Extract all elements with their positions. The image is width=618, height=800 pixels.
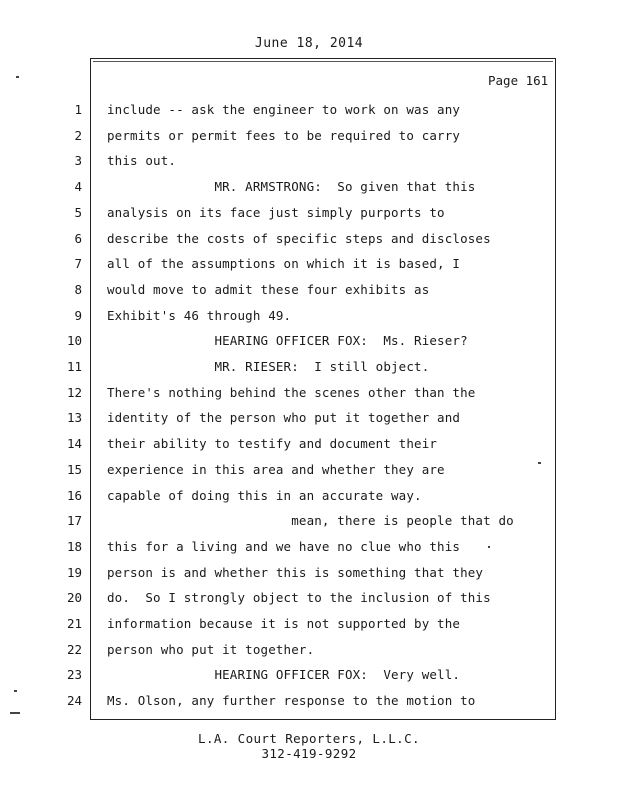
line-number: 8 (74, 282, 82, 297)
transcript-line: There's nothing behind the scenes other than the (107, 385, 476, 400)
transcript-line: this for a living and we have no clue who this (107, 539, 461, 554)
transcript-line: person is and whether this is something that they (107, 565, 484, 580)
transcript-line: identity of the person who put it together and (107, 410, 461, 425)
transcript-line: would move to admit these four exhibits as (107, 282, 430, 297)
transcript-line: HEARING OFFICER FOX: Ms. Rieser? (107, 333, 468, 348)
line-number: 6 (74, 231, 82, 246)
line-number: 1 (74, 102, 82, 117)
line-number: 14 (66, 436, 82, 451)
scan-speck (10, 712, 20, 714)
transcript-line: MR. RIESER: I still object. (107, 359, 430, 374)
line-number: 21 (66, 616, 82, 631)
transcript-line: this out. (107, 153, 177, 168)
line-number: 15 (66, 462, 82, 477)
transcript-line: HEARING OFFICER FOX: Very well. (107, 667, 461, 682)
page-number-label: Page 161 (488, 73, 549, 88)
transcript-line: do. So I strongly object to the inclusion of this (107, 590, 491, 605)
transcript-line: Exhibit's 46 through 49. (107, 308, 292, 323)
scan-speck (538, 462, 541, 464)
transcript-line: capable of doing this in an accurate way. (107, 488, 422, 503)
transcript-line: all of the assumptions on which it is based, I (107, 256, 461, 271)
line-number: 18 (66, 539, 82, 554)
transcript-line: include -- ask the engineer to work on was any (107, 102, 461, 117)
line-number: 2 (74, 128, 82, 143)
line-number: 16 (66, 488, 82, 503)
line-number: 11 (66, 359, 82, 374)
line-number: 20 (66, 590, 82, 605)
transcript-line: MR. ARMSTRONG: So given that this (107, 179, 476, 194)
line-number: 9 (74, 308, 82, 323)
line-number: 4 (74, 179, 82, 194)
transcript-line: describe the costs of specific steps and discloses (107, 231, 491, 246)
transcript-line: person who put it together. (107, 642, 315, 657)
frame-top-rule (93, 61, 553, 62)
transcript-line: their ability to testify and document their (107, 436, 438, 451)
transcript-line: experience in this area and whether they are (107, 462, 445, 477)
line-number: 5 (74, 205, 82, 220)
scan-speck (14, 690, 17, 692)
footer-company: L.A. Court Reporters, L.L.C. (198, 731, 420, 746)
transcript-line: mean, there is people that do (107, 513, 514, 528)
transcript-line: analysis on its face just simply purports to (107, 205, 445, 220)
header-date: June 18, 2014 (254, 36, 364, 51)
line-number: 22 (66, 642, 82, 657)
footer-phone: 312-419-9292 (261, 746, 357, 761)
scan-speck (16, 76, 19, 78)
line-number: 23 (66, 667, 82, 682)
line-number: 10 (66, 333, 82, 348)
line-number: 17 (66, 513, 82, 528)
line-number: 7 (74, 256, 82, 271)
line-number: 3 (74, 153, 82, 168)
transcript-line: permits or permit fees to be required to carry (107, 128, 461, 143)
line-number: 12 (66, 385, 82, 400)
line-number: 13 (66, 410, 82, 425)
transcript-line: information because it is not supported by the (107, 616, 461, 631)
scan-speck (488, 546, 490, 548)
line-number: 24 (66, 693, 82, 708)
transcript-line: Ms. Olson, any further response to the motion to (107, 693, 476, 708)
line-number: 19 (66, 565, 82, 580)
